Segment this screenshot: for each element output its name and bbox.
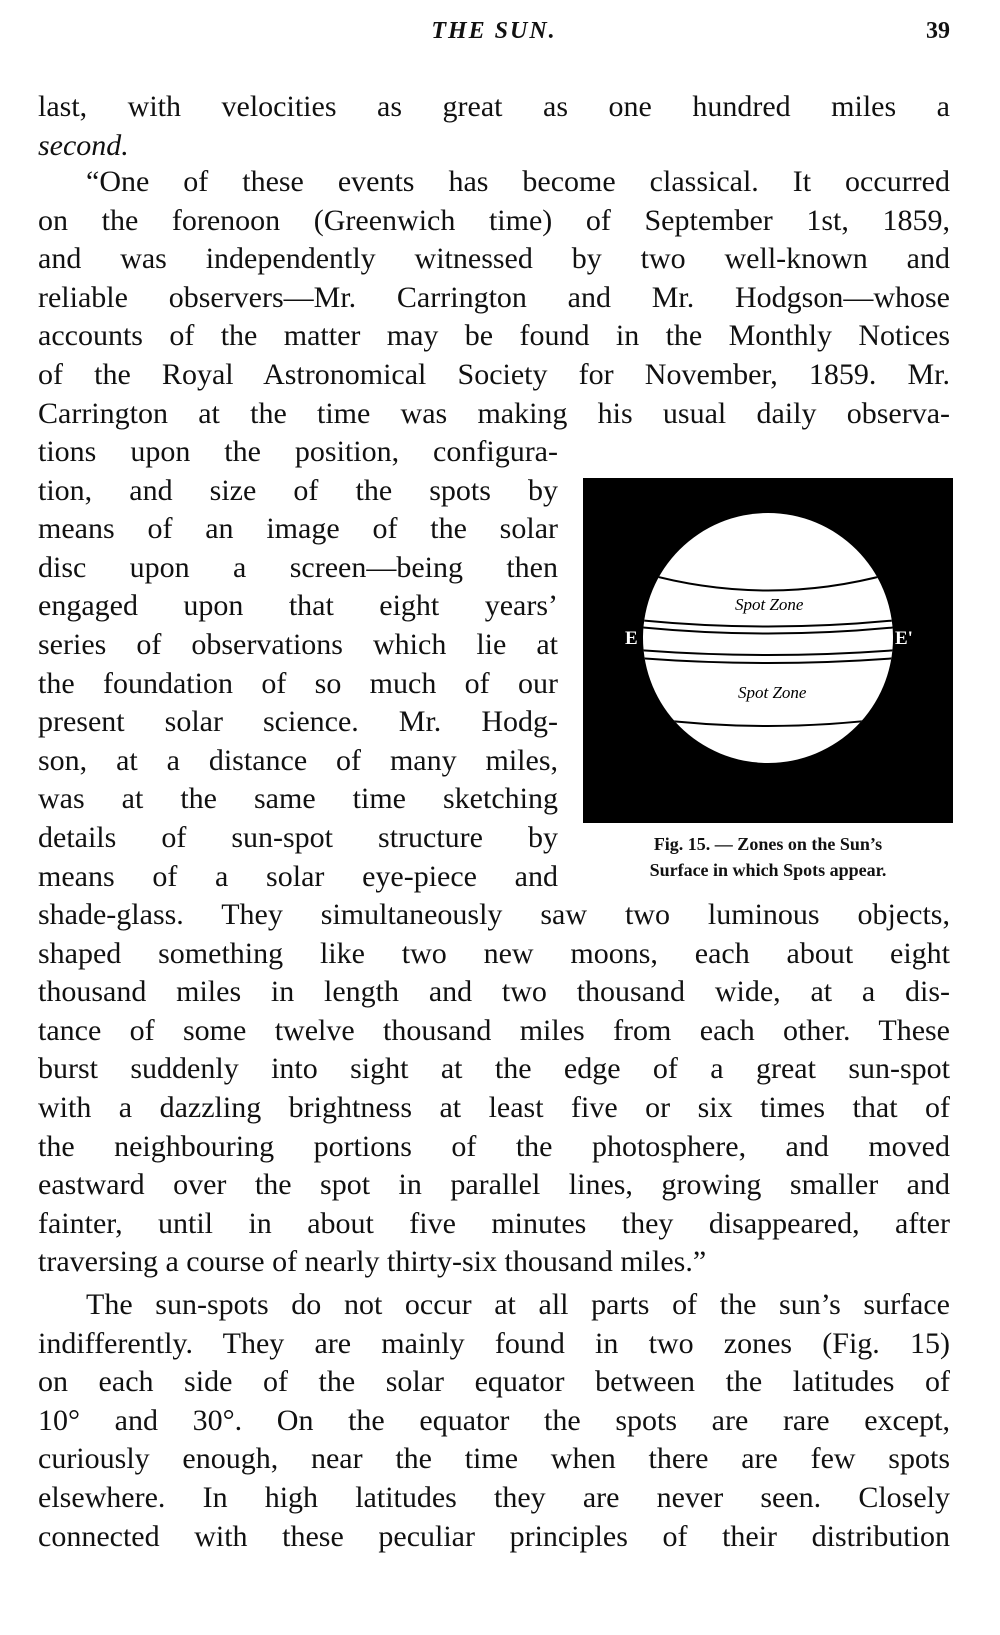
line-text: disc upon a screen—being then [38, 550, 558, 584]
text-line [38, 780, 558, 819]
text-line [38, 973, 950, 1012]
text-line [38, 279, 950, 318]
text-line [38, 1050, 950, 1089]
text-line [38, 163, 950, 202]
line-text: tion, and size of the spots by [38, 473, 558, 507]
line-text: burst suddenly into sight at the edge of a great sun-spot [38, 1052, 950, 1086]
line-text: last, with velocities as great as one hundred miles a [38, 90, 950, 123]
text-line [38, 935, 950, 974]
line-text: shaped something like two new moons, each about eight [38, 936, 950, 970]
text-line [38, 88, 950, 127]
text-line [38, 433, 558, 472]
line-text: engaged upon that eight years’ [38, 589, 558, 623]
line-text: the foundation of so much of our [38, 666, 558, 700]
sun-diagram [583, 478, 953, 823]
page-number: 39 [926, 18, 950, 44]
text-line [38, 896, 950, 935]
east-label-right: E' [895, 628, 913, 649]
line-text: accounts of the matter may be found in the Monthly Notices [38, 319, 950, 353]
text-line [38, 587, 558, 626]
text-line [38, 127, 950, 166]
text-line [38, 549, 558, 588]
text-line [38, 665, 558, 704]
text-line [38, 395, 950, 434]
line-text: the neighbouring portions of the photosphere, and moved [38, 1129, 950, 1163]
text-line [38, 858, 558, 897]
line-text: on the forenoon (Greenwich time) of September 1st, 1859, [38, 203, 950, 237]
east-label-left: E [625, 628, 638, 649]
text-line [38, 1089, 950, 1128]
text-line [38, 240, 950, 279]
text-line [38, 1325, 950, 1364]
text-line [38, 1402, 950, 1441]
text-line [38, 1205, 950, 1244]
text-line [38, 1166, 950, 1205]
line-text: of the Royal Astronomical Society for November, 1859. Mr. [38, 357, 950, 391]
paragraph-3 [38, 1286, 950, 1556]
text-line [38, 1286, 950, 1325]
running-title: THE SUN. [431, 18, 557, 44]
line-text: details of sun-spot structure by [38, 820, 558, 854]
text-line [38, 317, 950, 356]
line-text: fainter, until in about five minutes they disappeared, after [38, 1206, 950, 1240]
line-text: reliable observers—Mr. Carrington and Mr. Hodgson—whose [38, 280, 950, 314]
sun-zones-figure [583, 478, 953, 823]
text-line [38, 742, 558, 781]
text-line [38, 510, 558, 549]
line-text: second. [38, 128, 129, 162]
text-line [38, 356, 950, 395]
line-text: son, at a distance of many miles, [38, 743, 558, 777]
text-line [38, 703, 558, 742]
line-text: present solar science. Mr. Hodg- [38, 705, 558, 739]
text-line [38, 626, 558, 665]
line-text: Carrington at the time was making his usual daily observa- [38, 396, 950, 430]
line-text: 10° and 30°. On the equator the spots are rare except, [38, 1403, 950, 1437]
figure-caption [578, 831, 958, 883]
line-text: series of observations which lie at [38, 627, 558, 661]
line-text: was at the same time sketching [38, 782, 558, 816]
line-text: connected with these peculiar principles of their distribution [38, 1519, 950, 1553]
paragraph-2 [38, 163, 950, 433]
line-text: The sun-spots do not occur at all parts of the sun’s surface [86, 1288, 950, 1321]
line-text: “One of these events has become classical. It occurred [86, 165, 950, 198]
text-line [38, 202, 950, 241]
line-text: tance of some twelve thousand miles from each other. These [38, 1013, 950, 1047]
line-text: and was independently witnessed by two well-known and [38, 242, 950, 276]
line-text: with a dazzling brightness at least five or six times that of [38, 1090, 950, 1124]
zone-label-top: Spot Zone [735, 595, 804, 614]
text-line [38, 1012, 950, 1051]
line-text: curiously enough, near the time when there are few spots [38, 1442, 950, 1476]
text-line [38, 1440, 950, 1479]
text-line [38, 472, 558, 511]
line-text: elsewhere. In high latitudes they are never seen. Closely [38, 1480, 950, 1514]
text-line [38, 1479, 950, 1518]
text-line [38, 1518, 950, 1557]
line-text: means of a solar eye-piece and [38, 859, 558, 893]
line-text: on each side of the solar equator between the latitudes of [38, 1365, 950, 1399]
page-header [38, 18, 950, 58]
text-line [38, 819, 558, 858]
text-line [38, 1243, 950, 1282]
line-text: thousand miles in length and two thousand wide, at a dis- [38, 975, 950, 1009]
line-text: tions upon the position, configura- [38, 435, 558, 468]
text-line [38, 1363, 950, 1402]
paragraph-2-wrap [38, 433, 558, 896]
line-text: traversing a course of nearly thirty-six thousand miles.” [38, 1245, 707, 1279]
paragraph-2-end [38, 896, 950, 1282]
text-line [38, 1128, 950, 1167]
line-text: eastward over the spot in parallel lines, growing smaller and [38, 1168, 950, 1202]
caption-line: Fig. 15. — Zones on the Sun’s [653, 834, 883, 854]
line-text: shade-glass. They simultaneously saw two luminous objects, [38, 898, 950, 931]
caption-line: Surface in which Spots appear. [649, 860, 887, 880]
line-text: means of an image of the solar [38, 512, 558, 546]
paragraph-1 [38, 88, 950, 165]
line-text: indifferently. They are mainly found in two zones (Fig. 15) [38, 1326, 950, 1360]
zone-label-bottom: Spot Zone [738, 683, 807, 702]
